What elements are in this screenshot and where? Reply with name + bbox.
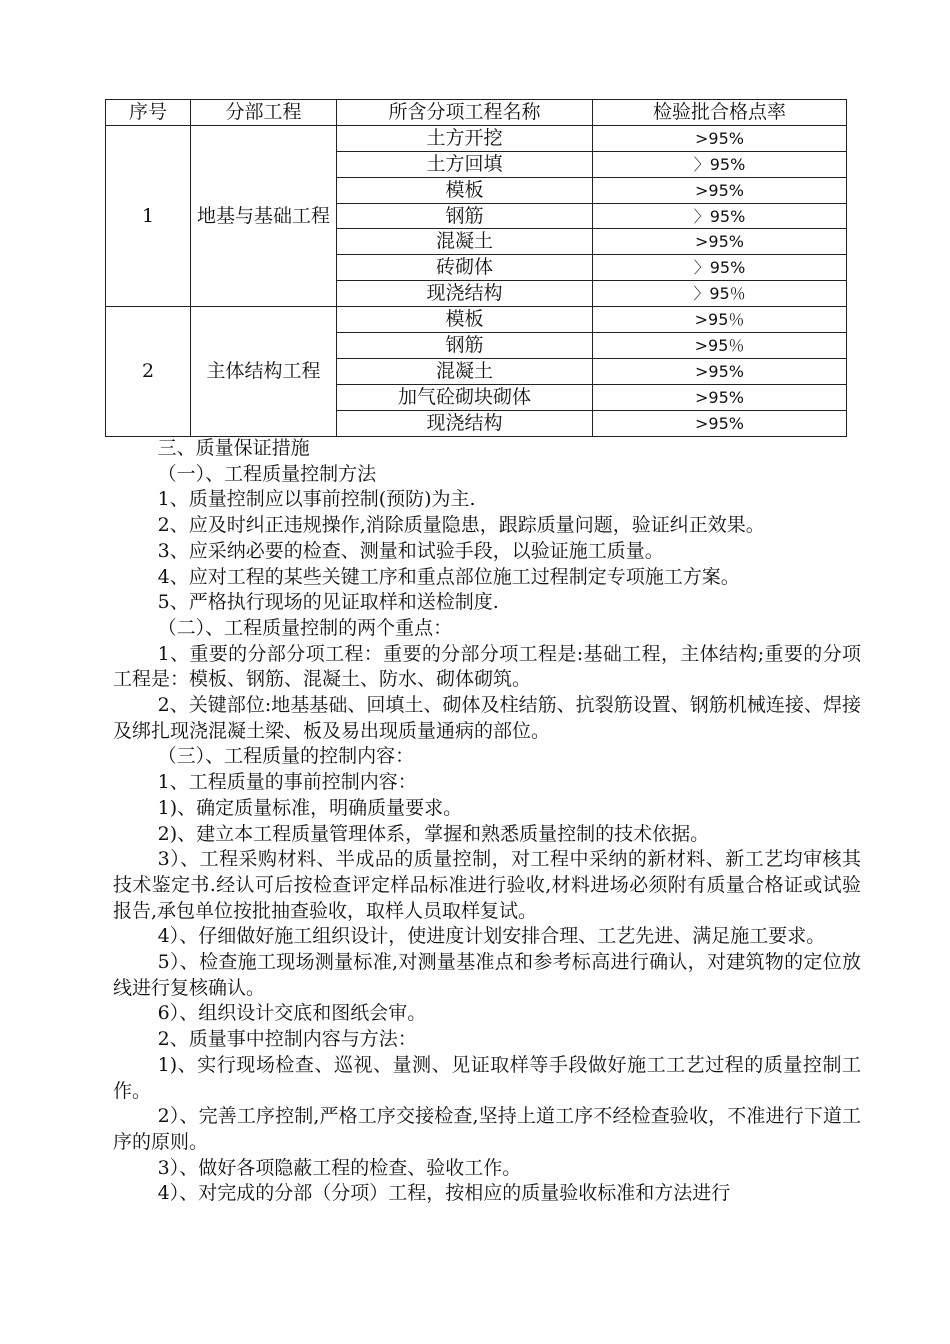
paragraph: 3、应采纳必要的检查、测量和试验手段，以验证施工质量。 [157,539,664,562]
subitem-name: 混凝土 [337,358,593,384]
body-text [113,436,861,1207]
paragraph: 4、应对工程的某些关键工序和重点部位施工过程制定专项施工方案。 [157,565,740,588]
subitem-name: 混凝土 [337,229,593,255]
header-index: 序号 [106,100,191,126]
subitem-name: 模板 [337,177,593,203]
paragraph: 2、质量事中控制内容与方法： [157,1028,417,1051]
paragraph: 2、关键部位:地基基础、回填土、砌体及柱结筋、抗裂筋设置、钢筋机械连接、焊接及绑扎现浇混凝土梁、板及易出现质量通病的部位。 [113,694,861,742]
group-name: 地基与基础工程 [191,125,337,306]
subitem-name: 土方回填 [337,151,593,177]
subitem-rate: >95% [593,177,847,203]
paragraph: 1、重要的分部分项工程：重要的分部分项工程是:基础工程，主体结构;重要的分项工程是：模板、钢筋、混凝土、防水、砌体砌筑。 [113,642,861,691]
group-index: 2 [106,307,191,436]
paragraph: 1、质量控制应以事前控制(预防)为主. [157,488,476,511]
subsection-heading: （三）、工程质量的控制内容： [157,745,415,768]
subitem-name: 钢筋 [337,333,593,359]
subsection-heading: （一）、工程质量控制方法 [157,462,377,485]
subitem-name: 加气砼砌块砌体 [337,384,593,410]
header-pass-rate: 检验批合格点率 [593,100,847,126]
subitem-rate: >95% [593,410,847,436]
paragraph: 4）、对完成的分部（分项）工程，按相应的质量验收标准和方法进行 [157,1182,731,1205]
paragraph: 1、工程质量的事前控制内容： [157,771,417,794]
subitem-name: 土方开挖 [337,125,593,151]
paragraph: 5、严格执行现场的见证取样和送检制度. [157,591,499,614]
paragraph: 2）、完善工序控制,严格工序交接检查,坚持上道工序不经检查验收，不准进行下道工序的原则。 [113,1105,861,1153]
paragraph: 1)、确定质量标准，明确质量要求。 [157,796,463,819]
subitem-rate: 〉95% [593,151,847,177]
subitem-rate: 〉95％ [593,281,847,307]
header-subitems: 所含分项工程名称 [337,100,593,126]
subitem-name: 模板 [337,307,593,333]
group-index: 1 [106,125,191,306]
section-heading: 三、质量保证措施 [157,437,310,459]
subitem-rate: 〉95% [593,255,847,281]
quality-rate-table [105,99,847,437]
paragraph: 1)、实行现场检查、巡视、量测、见证取样等手段做好施工工艺过程的质量控制工作。 [113,1053,861,1102]
subitem-rate: >95% [593,384,847,410]
subitem-rate: >95％ [593,333,847,359]
subitem-name: 现浇结构 [337,281,593,307]
paragraph: 2、应及时纠正违规操作,消除质量隐患，跟踪质量问题，验证纠正效果。 [157,514,765,537]
subitem-rate: >95% [593,125,847,151]
group-name: 主体结构工程 [191,307,337,436]
table-row [106,307,847,333]
paragraph: 3）、做好各项隐蔽工程的检查、验收工作。 [157,1156,522,1179]
subsection-heading: （二）、工程质量控制的两个重点： [157,616,453,639]
paragraph: 4）、仔细做好施工组织设计，使进度计划安排合理、工艺先进、满足施工要求。 [157,925,826,948]
table-row [106,125,847,151]
table-header-row [106,100,847,126]
subitem-rate: >95% [593,229,847,255]
subitem-name: 现浇结构 [337,410,593,436]
paragraph: 3）、工程采购材料、半成品的质量控制，对工程中采纳的新材料、新工艺均审核其技术鉴定书.经认可后按检查评定样品标准进行验收,材料进场必须附有质量合格证或试验报告,承包单位按批抽查验收，取样人员取样复试。 [113,848,861,922]
header-division: 分部工程 [191,100,337,126]
subitem-rate: >95% [593,358,847,384]
subitem-rate: 〉95% [593,203,847,229]
paragraph: 5）、检查施工现场测量标准,对测量基准点和参考标高进行确认，对建筑物的定位放线进行复核确认。 [113,951,861,999]
subitem-rate: >95％ [593,307,847,333]
subitem-name: 钢筋 [337,203,593,229]
paragraph: 2)、建立本工程质量管理体系，掌握和熟悉质量控制的技术依据。 [157,822,710,845]
subitem-name: 砖砌体 [337,255,593,281]
paragraph: 6）、组织设计交底和图纸会审。 [157,1002,427,1025]
